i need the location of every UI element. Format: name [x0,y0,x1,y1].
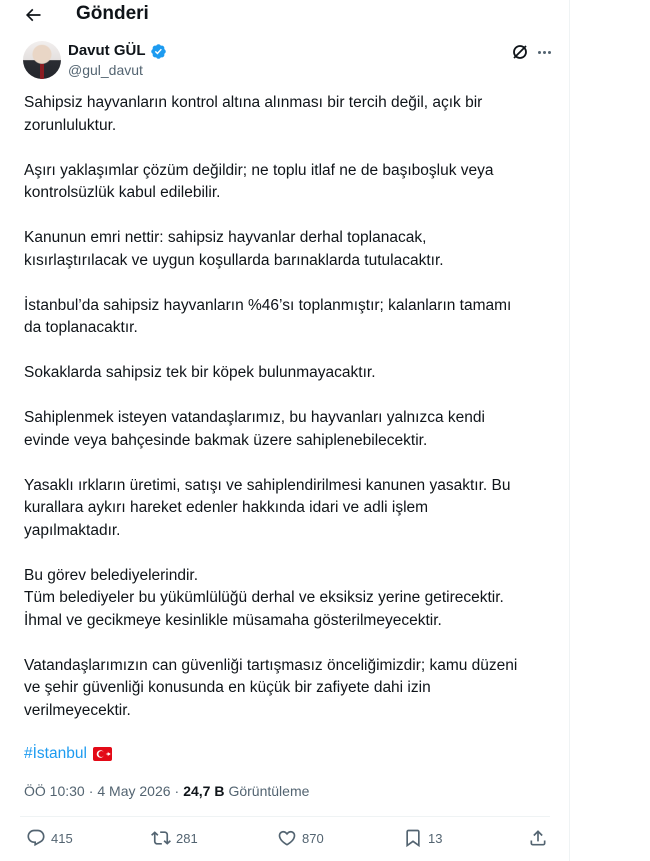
tweet-meta [24,783,309,799]
meta-separator: · [88,783,94,799]
grok-icon [510,42,530,62]
bookmark-button[interactable] [403,828,442,848]
reply-button[interactable] [26,828,73,848]
reply-icon [26,828,46,848]
views-label: Görüntüleme [228,783,310,799]
column-border [569,0,570,861]
more-icon [538,51,541,54]
back-button[interactable] [20,2,46,28]
share-button[interactable] [528,828,548,848]
avatar[interactable] [23,41,61,79]
meta-separator: · [174,783,180,799]
author-name[interactable] [68,42,167,60]
share-icon [528,828,548,848]
views-count[interactable]: 24,7 B [183,783,225,799]
hashtag-link[interactable]: #İstanbul [24,745,87,762]
bookmark-icon [403,828,423,848]
tweet-paragraph: Bu görev belediyelerindir. Tüm belediyeler bu yükümlülüğü derhal ve eksiksiz yerine getirecektir. İhmal ve gecikmeye kesinlikle müsamaha gösterilmeyecektir. [24,566,504,629]
tweet-paragraph: Yasaklı ırkların üretimi, satışı ve sahiplendirilmesi kanunen yasaktır. Bu kurallara aykırı hareket edenler hakkında idari ve adli işlem yapılmaktadır. [24,476,511,539]
tweet-paragraph: Sokaklarda sahipsiz tek bir köpek bulunmayacaktır. [24,364,376,381]
repost-icon [151,828,171,848]
reply-count: 415 [51,830,73,846]
repost-button[interactable] [151,828,198,848]
turkey-flag-icon [93,747,112,761]
like-count: 870 [302,830,324,846]
author-name-label: Davut GÜL [68,42,146,59]
action-bar [26,828,556,850]
tweet-text [24,92,554,745]
tweet-date[interactable]: 4 May 2026 [97,783,171,799]
grok-button[interactable] [510,42,530,62]
more-button[interactable] [534,42,554,62]
hashtag-row [24,745,112,763]
tweet-paragraph: Aşırı yaklaşımlar çözüm değildir; ne toplu itlaf ne de başıboşluk veya kontrolsüzlük kabul edilebilir. [24,161,494,201]
tweet-paragraph: İstanbul’da sahipsiz hayvanların %46’sı toplanmıştır; kalanların tamamı da toplanacaktır. [24,296,512,336]
repost-count: 281 [176,830,198,846]
tweet-paragraph: Kanunun emri nettir: sahipsiz hayvanlar derhal toplanacak, kısırlaştırılacak ve uygun koşullarda barınaklarda tutulacaktır. [24,229,444,269]
tweet-paragraph: Sahiplenmek isteyen vatandaşlarımız, bu hayvanları yalnızca kendi evinde veya bahçesinde bakmak üzere sahiplenebilecektir. [24,409,485,449]
verified-badge-icon [150,43,167,60]
tweet-paragraph: Sahipsiz hayvanların kontrol altına alınması bir tercih değil, açık bir zorunluluktur. [24,94,483,134]
author-handle[interactable]: @gul_davut [68,62,143,78]
tweet-paragraph: Vatandaşlarımızın can güvenliği tartışmasız önceliğimizdir; kamu düzeni ve şehir güvenliği konusunda en küçük bir zafiyete dahi izin verilmeyecektir. [24,656,518,719]
bookmark-count: 13 [428,830,443,846]
divider [20,816,550,817]
header [0,0,569,30]
like-icon [277,828,297,848]
tweet-time[interactable]: ÖÖ 10:30 [24,783,85,799]
back-arrow-icon [23,5,43,25]
page-title: Gönderi [76,3,149,24]
like-button[interactable] [277,828,324,848]
